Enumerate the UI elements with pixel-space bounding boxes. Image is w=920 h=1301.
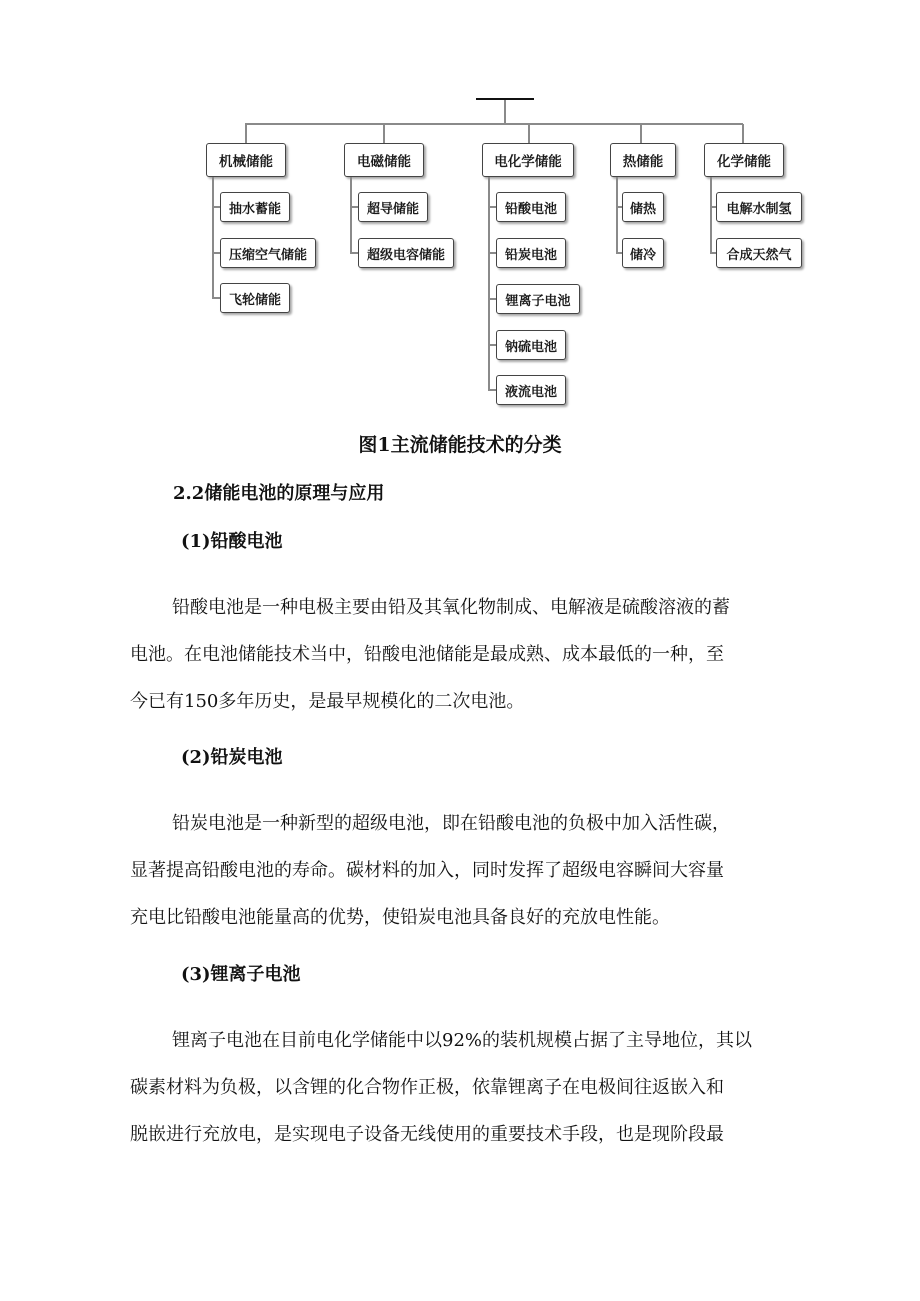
branch-tick — [212, 297, 220, 299]
branch-spine — [350, 177, 352, 253]
paragraph-line: 铅酸电池是一种电极主要由铅及其氧化物制成、电解液是硫酸溶液的蓄 — [172, 597, 730, 618]
drop-line — [383, 124, 385, 144]
branch-tick — [488, 206, 496, 208]
drop-line — [640, 124, 642, 144]
item-pumped-hydro: 抽水蓄能 — [220, 192, 290, 222]
category-mechanical: 机械储能 — [206, 143, 286, 177]
branch-tick — [488, 252, 496, 254]
figure-caption: 图1主流储能技术的分类 — [358, 434, 562, 456]
branch-tick — [350, 206, 358, 208]
branch-tick — [350, 252, 358, 254]
branch-tick — [212, 206, 220, 208]
paragraph-line: 显著提高铅酸电池的寿命。碳材料的加入，同时发挥了超级电容瞬间大容量 — [130, 860, 724, 881]
paragraph-line: 脱嵌进行充放电，是实现电子设备无线使用的重要技术手段，也是现阶段最 — [130, 1124, 724, 1145]
branch-tick — [488, 389, 496, 391]
item-cold-storage: 储冷 — [622, 238, 664, 268]
drop-line — [528, 124, 530, 144]
branch-tick — [488, 298, 496, 300]
category-chemical: 化学储能 — [704, 143, 784, 177]
item-synthetic-gas: 合成天然气 — [716, 238, 802, 268]
subsection-title-lead-acid: (1)铅酸电池 — [181, 531, 283, 552]
item-compressed-air: 压缩空气储能 — [220, 238, 316, 268]
item-sodium-sulfur: 钠硫电池 — [496, 330, 566, 360]
paragraph-line: 充电比铅酸电池能量高的优势，使铅炭电池具备良好的充放电性能。 — [130, 907, 670, 928]
paragraph-line: 电池。在电池储能技术当中，铅酸电池储能是最成熟、成本最低的一种，至 — [130, 644, 724, 665]
item-flywheel: 飞轮储能 — [220, 283, 290, 313]
item-heat-storage: 储热 — [622, 192, 664, 222]
paragraph-line: 铅炭电池是一种新型的超级电池，即在铅酸电池的负极中加入活性碳， — [172, 813, 730, 834]
subsection-title-lithium-ion: (3)锂离子电池 — [181, 964, 301, 985]
branch-spine — [616, 177, 618, 253]
drop-line — [245, 124, 247, 144]
root-connector — [504, 100, 506, 124]
paragraph-line: 今已有150多年历史，是最早规模化的二次电池。 — [130, 691, 525, 712]
item-lithium-ion: 锂离子电池 — [496, 284, 580, 314]
section-title: 2.2储能电池的原理与应用 — [173, 483, 385, 504]
item-lead-acid: 铅酸电池 — [496, 192, 566, 222]
paragraph-lead-acid — [130, 584, 810, 725]
category-electromagnetic: 电磁储能 — [344, 143, 424, 177]
item-supercapacitor: 超级电容储能 — [358, 238, 454, 268]
paragraph-lithium-ion — [130, 1017, 810, 1158]
paragraph-lead-carbon — [130, 800, 810, 941]
item-flow-battery: 液流电池 — [496, 375, 566, 405]
drop-line — [742, 124, 744, 144]
category-thermal: 热储能 — [610, 143, 676, 177]
category-electrochemical: 电化学储能 — [482, 143, 574, 177]
branch-spine — [212, 177, 214, 298]
branch-tick — [488, 344, 496, 346]
paragraph-line: 碳素材料为负极，以含锂的化合物作正极，依靠锂离子在电极间往返嵌入和 — [130, 1077, 724, 1098]
subsection-title-lead-carbon: (2)铅炭电池 — [181, 747, 283, 768]
branch-tick — [212, 252, 220, 254]
item-lead-carbon: 铅炭电池 — [496, 238, 566, 268]
paragraph-line: 锂离子电池在目前电化学储能中以92%的装机规模占据了主导地位，其以 — [172, 1030, 753, 1051]
item-superconducting: 超导储能 — [358, 192, 428, 222]
category-bus — [245, 123, 743, 125]
storage-classification-diagram — [0, 0, 920, 420]
branch-spine — [710, 177, 712, 253]
item-electrolysis-hydrogen: 电解水制氢 — [716, 192, 802, 222]
branch-spine — [488, 177, 490, 390]
